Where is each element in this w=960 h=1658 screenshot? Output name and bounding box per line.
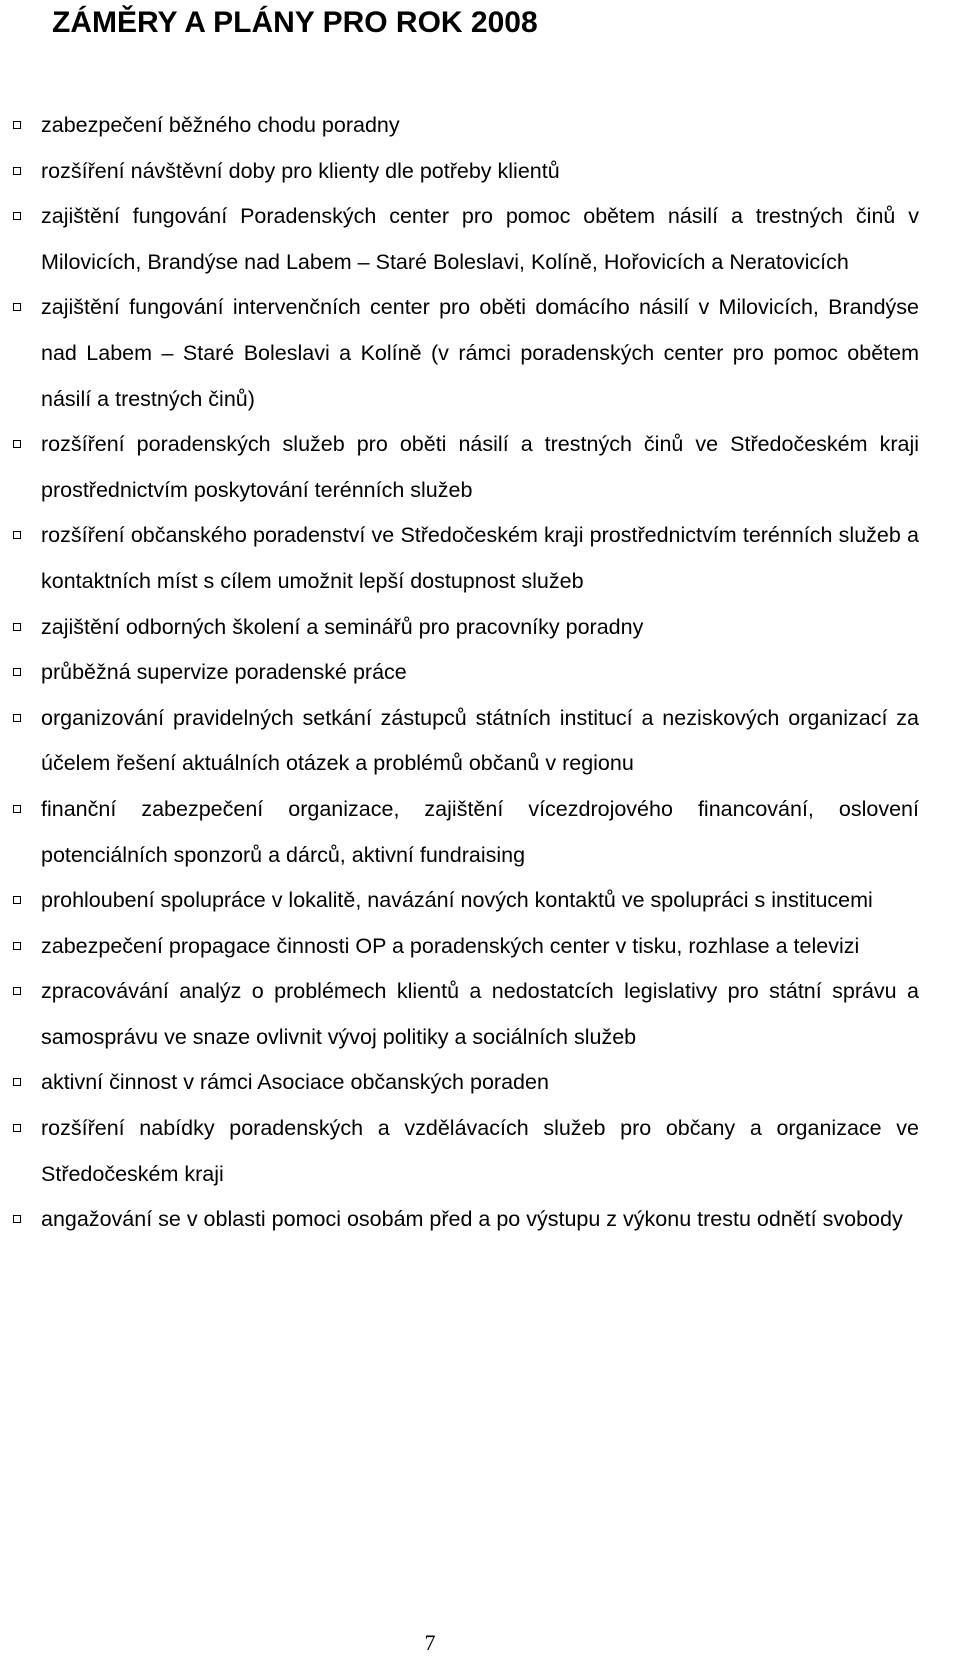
- plans-list: [0, 103, 960, 1243]
- list-item-text: rozšíření občanského poradenství ve Středočeském kraji prostřednictvím terénních služeb a kontaktních míst s cílem umožnit lepší dostupnost služeb: [41, 523, 919, 593]
- square-bullet-icon: [13, 1078, 21, 1086]
- square-bullet-icon: [13, 212, 21, 220]
- list-item-text: zabezpečení propagace činnosti OP a poradenských center v tisku, rozhlase a televizi: [41, 933, 860, 958]
- square-bullet-icon: [13, 896, 21, 904]
- square-bullet-icon: [13, 987, 21, 995]
- list-item-text: organizování pravidelných setkání zástupců státních institucí a neziskových organizací za účelem řešení aktuálních otázek a problémů občanů v regionu: [41, 705, 919, 776]
- list-item-text: rozšíření poradenských služeb pro oběti násilí a trestných činů ve Středočeském kraji prostřednictvím poskytování terénních služeb: [41, 432, 919, 502]
- square-bullet-icon: [13, 668, 21, 676]
- list-item: [0, 878, 919, 924]
- list-item: [0, 194, 919, 285]
- list-item-text: prohloubení spolupráce v lokalitě, navázání nových kontaktů ve spolupráci s institucemi: [41, 888, 873, 913]
- square-bullet-icon: [13, 805, 21, 813]
- square-bullet-icon: [13, 303, 21, 311]
- square-bullet-icon: [13, 531, 21, 539]
- list-item: [0, 1106, 919, 1197]
- list-item: [0, 969, 919, 1060]
- list-item: [0, 103, 919, 149]
- list-item: [0, 149, 919, 195]
- square-bullet-icon: [13, 714, 21, 722]
- list-item: [0, 285, 919, 422]
- list-item: [0, 422, 919, 513]
- list-item: [0, 1197, 919, 1243]
- list-item: [0, 787, 919, 878]
- list-item-text: rozšíření návštěvní doby pro klienty dle potřeby klientů: [41, 158, 560, 183]
- list-item: [0, 696, 919, 787]
- list-item-text: finanční zabezpečení organizace, zajištění vícezdrojového financování, oslovení potenciálních sponzorů a dárců, aktivní fundraising: [41, 796, 919, 867]
- list-item: [0, 1060, 919, 1106]
- square-bullet-icon: [13, 1124, 21, 1132]
- square-bullet-icon: [13, 1215, 21, 1223]
- square-bullet-icon: [13, 121, 21, 129]
- square-bullet-icon: [13, 440, 21, 448]
- list-item-text: rozšíření nabídky poradenských a vzdělávacích služeb pro občany a organizace ve Středočeském kraji: [41, 1116, 919, 1186]
- square-bullet-icon: [13, 623, 21, 631]
- list-item-text: průběžná supervize poradenské práce: [41, 660, 407, 685]
- page-number: 7: [424, 1630, 436, 1655]
- square-bullet-icon: [13, 167, 21, 175]
- list-item: [0, 605, 919, 651]
- list-item-text: zajištění odborných školení a seminářů pro pracovníky poradny: [41, 614, 644, 639]
- list-item-text: aktivní činnost v rámci Asociace občanských poraden: [41, 1070, 549, 1095]
- list-item-text: angažování se v oblasti pomoci osobám před a po výstupu z výkonu trestu odnětí svobody: [41, 1207, 903, 1232]
- list-item: [0, 513, 919, 604]
- list-item: [0, 924, 919, 970]
- list-item: [0, 650, 919, 696]
- square-bullet-icon: [13, 942, 21, 950]
- page-title: ZÁMĚRY A PLÁNY PRO ROK 2008: [52, 6, 538, 39]
- list-item-text: zajištění fungování intervenčních center pro oběti domácího násilí v Milovicích, Brandýse nad Labem – Staré Boleslavi a Kolíně (v rámci poradenských center pro pomoc obětem násilí a trestných činů): [41, 295, 919, 411]
- list-item-text: zabezpečení běžného chodu poradny: [41, 113, 400, 137]
- list-item-text: zajištění fungování Poradenských center pro pomoc obětem násilí a trestných činů v Milovicích, Brandýse nad Labem – Staré Boleslavi, Kolíně, Hořovicích a Neratovicích: [41, 204, 919, 274]
- list-item-text: zpracovávání analýz o problémech klientů a nedostatcích legislativy pro státní správu a samosprávu ve snaze ovlivnit vývoj politiky a sociálních služeb: [41, 979, 919, 1049]
